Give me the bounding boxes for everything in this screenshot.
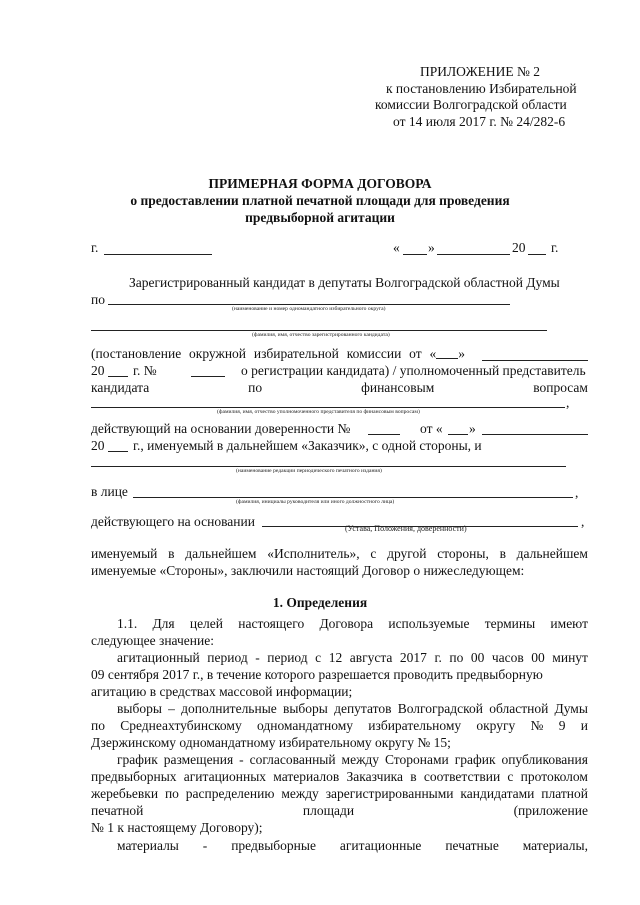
appendix-number: ПРИЛОЖЕНИЕ № 2 xyxy=(420,64,541,79)
agitation-period-line1 xyxy=(117,650,588,666)
p1-word: Для xyxy=(152,616,175,631)
elections-line3: Дзержинскому одномандатному избирательному округу № 15; xyxy=(91,735,451,750)
head-name-blank xyxy=(133,497,573,498)
elect2-word: № xyxy=(530,718,544,733)
elect-word: выборы xyxy=(282,701,328,716)
caption-head: (фамилия, инициалы руководителя или иного должностного лица) xyxy=(236,499,395,505)
executor-word: другой xyxy=(387,546,427,561)
agit-word: с xyxy=(315,650,322,665)
schedule-line3 xyxy=(91,786,588,802)
appendix-line-date: от 14 июля 2017 г. № 24/282-6 xyxy=(393,114,566,129)
sched-word: график xyxy=(454,752,496,767)
reg-year-prefix: 20 xyxy=(91,363,105,378)
date-quote-close: » xyxy=(428,240,435,255)
mat-word: материалы xyxy=(117,838,179,853)
elections-line2 xyxy=(91,718,588,734)
day-blank xyxy=(403,254,427,255)
definitions-intro-line xyxy=(117,616,588,632)
sched3-word: зарегистрированными xyxy=(325,786,454,801)
caption-editorial: (наименование редакции периодического печатного издания) xyxy=(236,468,382,474)
attorney-date-close: » xyxy=(469,421,476,436)
sched2-word: материалов xyxy=(273,769,340,784)
appendix-line-commission: комиссии Волгоградской области xyxy=(375,97,567,112)
agit-word: по xyxy=(449,650,464,665)
sched4-word: (приложение xyxy=(513,803,588,818)
agit-word: - xyxy=(255,650,260,665)
caption-basis: (Устава, Положения, доверенности) xyxy=(345,524,467,533)
sched-word: опубликования xyxy=(501,752,588,767)
executor-word: именуемый xyxy=(91,546,158,561)
year-suffix: г. xyxy=(551,240,559,255)
decree-word: комиссии xyxy=(346,346,402,361)
year-prefix: 20 xyxy=(512,240,526,255)
sched2-word: с xyxy=(507,769,514,784)
agit-word: агитационный xyxy=(117,650,200,665)
elect2-word: Среднеахтубинскому xyxy=(120,718,242,733)
decree-word: окружной xyxy=(189,346,247,361)
sched2-word: предвыборных xyxy=(91,769,177,784)
executor-word: с xyxy=(370,546,377,561)
sched-word: Сторонами xyxy=(384,752,449,767)
decree-quote-open: « xyxy=(429,346,437,361)
p1-word: используемые xyxy=(388,616,470,631)
decree-word: от xyxy=(409,346,422,361)
executor-word: в xyxy=(168,546,175,561)
caption-candidate: (фамилия, имя, отчество зарегистрированного кандидата) xyxy=(252,332,390,338)
agitation-period-line2: 09 сентября 2017 г., в течение которого разрешается проводить предвыборную xyxy=(91,667,543,682)
document-title: ПРИМЕРНАЯ ФОРМА ДОГОВОРА xyxy=(208,176,432,191)
elect-word: Думы xyxy=(554,701,588,716)
rep-word: по xyxy=(248,380,263,395)
agit-word: период xyxy=(267,650,308,665)
decree-word: избирательной xyxy=(253,346,339,361)
executor-line2: именуемые «Стороны», заключили настоящий Договор о нижеследующем: xyxy=(91,563,525,578)
editorial-blank xyxy=(91,466,566,467)
p1-word: 1.1. xyxy=(117,616,138,631)
acting-basis-label: действующего на основании xyxy=(91,514,255,529)
rep-comma: , xyxy=(566,395,570,410)
agit-word: 12 xyxy=(328,650,343,665)
sched2-word: Заказчика xyxy=(346,769,404,784)
elect2-word: и xyxy=(580,718,588,733)
district-prefix: по xyxy=(91,292,105,307)
materials-line1 xyxy=(117,838,588,854)
executor-word: дальнейшем xyxy=(516,546,588,561)
executor-line xyxy=(91,546,588,562)
district-blank xyxy=(108,304,510,305)
elect2-word: округу xyxy=(476,718,516,733)
decree-month-blank xyxy=(482,360,588,361)
schedule-line1 xyxy=(117,752,588,768)
reg-year-blank xyxy=(108,376,128,377)
executor-word: стороны, xyxy=(437,546,489,561)
appendix-line-decree: к постановлению Избирательной xyxy=(386,81,577,96)
elect2-word: одномандатному xyxy=(256,718,354,733)
sched3-word: по xyxy=(164,786,179,801)
reg-number-blank xyxy=(191,376,225,377)
city-prefix: г. xyxy=(91,240,99,255)
month-blank xyxy=(437,254,510,255)
elect2-word: избирательному xyxy=(368,718,462,733)
elect-word: Волгоградской xyxy=(397,701,483,716)
rep-word: финансовым xyxy=(361,380,435,395)
agitation-period-line3: агитацию в средствах массовой информации; xyxy=(91,684,353,699)
sched3-word: между xyxy=(281,786,319,801)
year-blank xyxy=(528,254,546,255)
agit-word: 2017 xyxy=(399,650,427,665)
section1-heading: 1. Определения xyxy=(272,595,368,610)
schedule-line2 xyxy=(91,769,588,785)
candidate-name-blank xyxy=(91,330,547,331)
executor-word: «Исполнитель», xyxy=(267,546,360,561)
executor-word: в xyxy=(499,546,506,561)
sched4-word: площади xyxy=(302,803,355,818)
mat-word: материалы, xyxy=(522,838,588,853)
agit-word: 00 xyxy=(470,650,485,665)
mat-word: - xyxy=(202,838,208,853)
attorney-text: действующий на основании доверенности № xyxy=(91,421,351,436)
sched3-word: платной xyxy=(541,786,588,801)
sched-word: размещения xyxy=(163,752,234,767)
basis-comma: , xyxy=(581,514,585,529)
decree-word: (постановление xyxy=(91,346,182,361)
sched3-word: кандидатами xyxy=(460,786,535,801)
candidate-intro: Зарегистрированный кандидат в депутаты Волгоградской областной Думы xyxy=(129,275,560,290)
sched4-word: печатной xyxy=(91,803,144,818)
elections-line1 xyxy=(117,701,588,717)
representative-name-blank xyxy=(91,407,565,408)
rep-word: кандидата xyxy=(91,380,150,395)
attorney-date-open: от « xyxy=(420,421,443,436)
p1-word: целей xyxy=(189,616,224,631)
attorney-month-blank xyxy=(482,434,588,435)
customer-text: г., именуемый в дальнейшем «Заказчик», с одной стороны, и xyxy=(133,438,482,453)
decree-line xyxy=(91,346,465,362)
sched-word: график xyxy=(117,752,158,767)
decree-day-field xyxy=(430,346,466,362)
sched-word: между xyxy=(341,752,380,767)
date-quote-open: « xyxy=(393,240,400,255)
definitions-intro-line2: следующее значение: xyxy=(91,633,214,648)
elect-word: депутатов xyxy=(334,701,392,716)
schedule-line5: № 1 к настоящему Договору); xyxy=(91,820,263,835)
elect-word: выборы xyxy=(117,701,162,716)
sched-word: - xyxy=(239,752,244,767)
caption-district: (наименование и номер одномандатного избирательного округа) xyxy=(232,306,386,312)
elect-word: областной xyxy=(489,701,549,716)
elect2-word: 9 xyxy=(558,718,566,733)
decree-day-blank xyxy=(436,346,458,359)
mat-word: агитационные xyxy=(339,838,422,853)
mat-word: предвыборные xyxy=(231,838,316,853)
schedule-line4 xyxy=(91,803,588,819)
sched2-word: агитационных xyxy=(183,769,267,784)
customer-year-prefix: 20 xyxy=(91,438,105,453)
customer-year-blank xyxy=(108,451,128,452)
caption-representative: (фамилия, имя, отчество уполномоченного представителя по финансовым вопросам) xyxy=(217,409,420,415)
p1-word: настоящего xyxy=(238,616,305,631)
agit-word: минут xyxy=(552,650,588,665)
document-subtitle-line2: предвыборной агитации xyxy=(245,210,395,225)
reg-number-prefix: г. № xyxy=(133,363,157,378)
sched3-word: распределению xyxy=(185,786,275,801)
document-subtitle-line1: о предоставлении платной печатной площади для проведения xyxy=(130,193,510,208)
head-comma: , xyxy=(575,485,579,500)
p1-word: Договора xyxy=(319,616,374,631)
p1-word: термины xyxy=(484,616,536,631)
city-blank xyxy=(104,254,212,255)
p1-word: имеют xyxy=(550,616,588,631)
representative-line xyxy=(91,380,588,396)
agit-word: 00 xyxy=(531,650,545,665)
sched2-word: соответствии xyxy=(423,769,501,784)
attorney-day-blank xyxy=(448,434,468,435)
sched3-word: жеребьевки xyxy=(91,786,159,801)
sched2-word: протоколом xyxy=(520,769,588,784)
elect-word: – xyxy=(168,701,175,716)
attorney-number-blank xyxy=(368,434,400,435)
agit-word: г. xyxy=(434,650,442,665)
sched2-word: в xyxy=(410,769,417,784)
agit-word: часов xyxy=(491,650,524,665)
executor-word: дальнейшем xyxy=(185,546,257,561)
sched-word: согласованный xyxy=(249,752,336,767)
decree-quote-close: » xyxy=(458,346,465,361)
reg-text: о регистрации кандидата) / уполномоченный представитель xyxy=(241,363,586,378)
rep-word: вопросам xyxy=(533,380,588,395)
agit-word: августа xyxy=(349,650,393,665)
mat-word: печатные xyxy=(445,838,499,853)
elect2-word: по xyxy=(91,718,105,733)
elect-word: дополнительные xyxy=(181,701,277,716)
in-person-label: в лице xyxy=(91,484,128,499)
agit-word: период xyxy=(207,650,248,665)
